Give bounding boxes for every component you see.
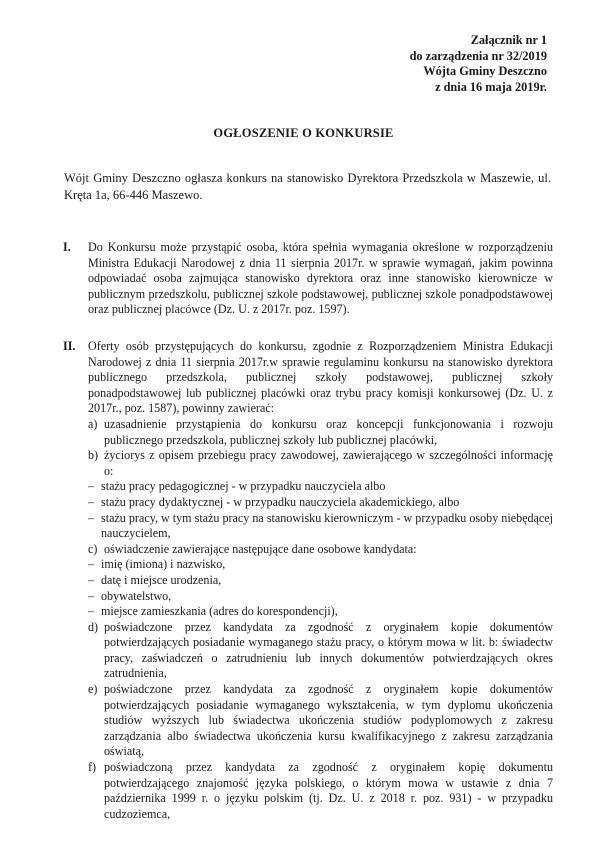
dash-list-item (88, 557, 553, 573)
list-item-label: e) (88, 682, 98, 697)
list-item-label: – (88, 510, 95, 525)
header-line-1: Załącznik nr 1 (470, 33, 547, 47)
attachment-header (410, 33, 547, 95)
list-item-text: datę i miejsce urodzenia, (101, 572, 222, 587)
list-item-text: miejsce zamieszkania (adres do korespondencji), (101, 604, 338, 619)
lettered-list-item (88, 682, 553, 760)
list-item-label: b) (88, 448, 99, 463)
list-item-text: stażu pracy pedagogicznej - w przypadku nauczyciela albo (101, 479, 386, 494)
lettered-list-item (88, 542, 553, 558)
section-number: II. (63, 339, 76, 353)
list-item-label: – (88, 557, 95, 572)
lettered-list-item (88, 760, 553, 822)
list-item-text: stażu pracy, w tym stażu pracy na stanowisku kierowniczym - w przypadku osoby niebędącej nauczycielem, (101, 510, 553, 541)
list-item-label: – (88, 479, 95, 494)
section-1 (63, 240, 553, 318)
list-item-text: poświadczoną przez kandydata za zgodność z oryginałem kopię dokumentu potwierdzającego znajomość języka polskiego, o którym mowa w ustawie z dnia 7 października 1999 r. o języku polskim (tj. Dz. U. z 2018 r. poz. 931) - w przypadku cudzoziemca, (104, 760, 553, 821)
list-item-label: – (88, 588, 95, 603)
header-line-2: do zarządzenia nr 32/2019 (409, 48, 547, 63)
list-item-text: imię (imiona) i nazwisko, (101, 557, 226, 572)
list-item-text: obywatelstwo, (101, 588, 172, 603)
list-item-text: oświadczenie zawierające następujące dane osobowe kandydata: (104, 541, 417, 556)
document-title: OGŁOSZENIE O KONKURSIE (213, 126, 394, 140)
dash-list-item (88, 511, 553, 542)
lettered-list-item (88, 620, 553, 682)
list-item-text: poświadczone przez kandydata za zgodność z oryginałem kopie dokumentów potwierdzających posiadanie wymaganego stażu pracy, o którym mowa w lit. b: świadectw pracy, zaświadczeń o zatrudnieniu lub innych dokumentów potwierdzających okres zatrudnienia, (104, 619, 553, 681)
header-line-4: z dnia 16 maja 2019r. (435, 79, 547, 94)
intro-paragraph: Wójt Gminy Deszczno ogłasza konkurs na stanowisko Dyrektora Przedszkola w Maszewie, ul. Kręta 1a, 66-446 Maszewo. (64, 171, 551, 202)
section-text: Do Konkursu może przystąpić osoba, która spełnia wymagania określone w rozporządzeniu Ministra Edukacji Narodowej z dnia 11 sierpnia 2017r. w sprawie wymagań, jakim powinna odpowiadać osoba zajmująca stanowisko dyrektora oraz inne stanowisko kierownicze w publicznym przedszkolu, publicznej szkole podstawowej, publicznej szkole ponadpodstawowej oraz publicznej placówce (Dz. U. z 2017r. poz. 1597). (88, 240, 553, 317)
dash-list-item (88, 604, 553, 620)
list-item-label: – (88, 572, 95, 587)
list-item-label: – (88, 604, 95, 619)
list-item-text: życiorys z opisem przebiegu pracy zawodowej, zawierającego w szczególności informację o: (104, 448, 553, 478)
list-item-label: c) (88, 541, 98, 556)
dash-list-item (88, 573, 553, 589)
list-item-text: poświadczone przez kandydata za zgodność z oryginałem kopie dokumentów potwierdzających posiadanie wymaganego wykształcenia, w tym dyplomu ukończenia studiów wyższych lub świadectwa ukończenia studiów podyplomowych z zakresu zarządzania albo świadectwa ukończenia kursu kwalifikacyjnego z zakresu zarządzania oświatą, (104, 682, 553, 759)
header-line-3: Wójta Gminy Deszczno (423, 64, 547, 78)
section-body (88, 339, 553, 822)
list-item-label: f) (88, 760, 97, 775)
dash-list-item (88, 589, 553, 605)
requirements-list (88, 417, 553, 822)
list-item-label: d) (88, 619, 99, 634)
list-item-text: stażu pracy dydaktycznej - w przypadku nauczyciela akademickiego, albo (101, 494, 460, 509)
section-number: I. (63, 240, 71, 254)
list-item-label: – (88, 494, 95, 509)
list-item-text: uzasadnienie przystąpienia do konkursu oraz koncepcji funkcjonowania i rozwoju publicznego przedszkola, publicznej szkoły lub publicznej placówki, (104, 416, 553, 447)
list-item-label: a) (88, 416, 98, 431)
lettered-list-item (88, 417, 553, 448)
dash-list-item (88, 495, 553, 511)
section-2 (63, 339, 553, 822)
dash-list-item (88, 479, 553, 495)
lettered-list-item (88, 448, 553, 479)
section-text: Oferty osób przystępujących do konkursu, zgodnie z Rozporządzeniem Ministra Edukacji Narodowej z dnia 11 sierpnia 2017r.w sprawie regulaminu konkursu na stanowisko dyrektora publicznego przedszkola, publicznej szkoły podstawowej, publicznej szkoły ponadpodstawowej lub publicznej placówki oraz trybu pracy komisji konkursowej (Dz. U. z 2017r., poz. 1587), powinny zawierać: (88, 339, 553, 416)
